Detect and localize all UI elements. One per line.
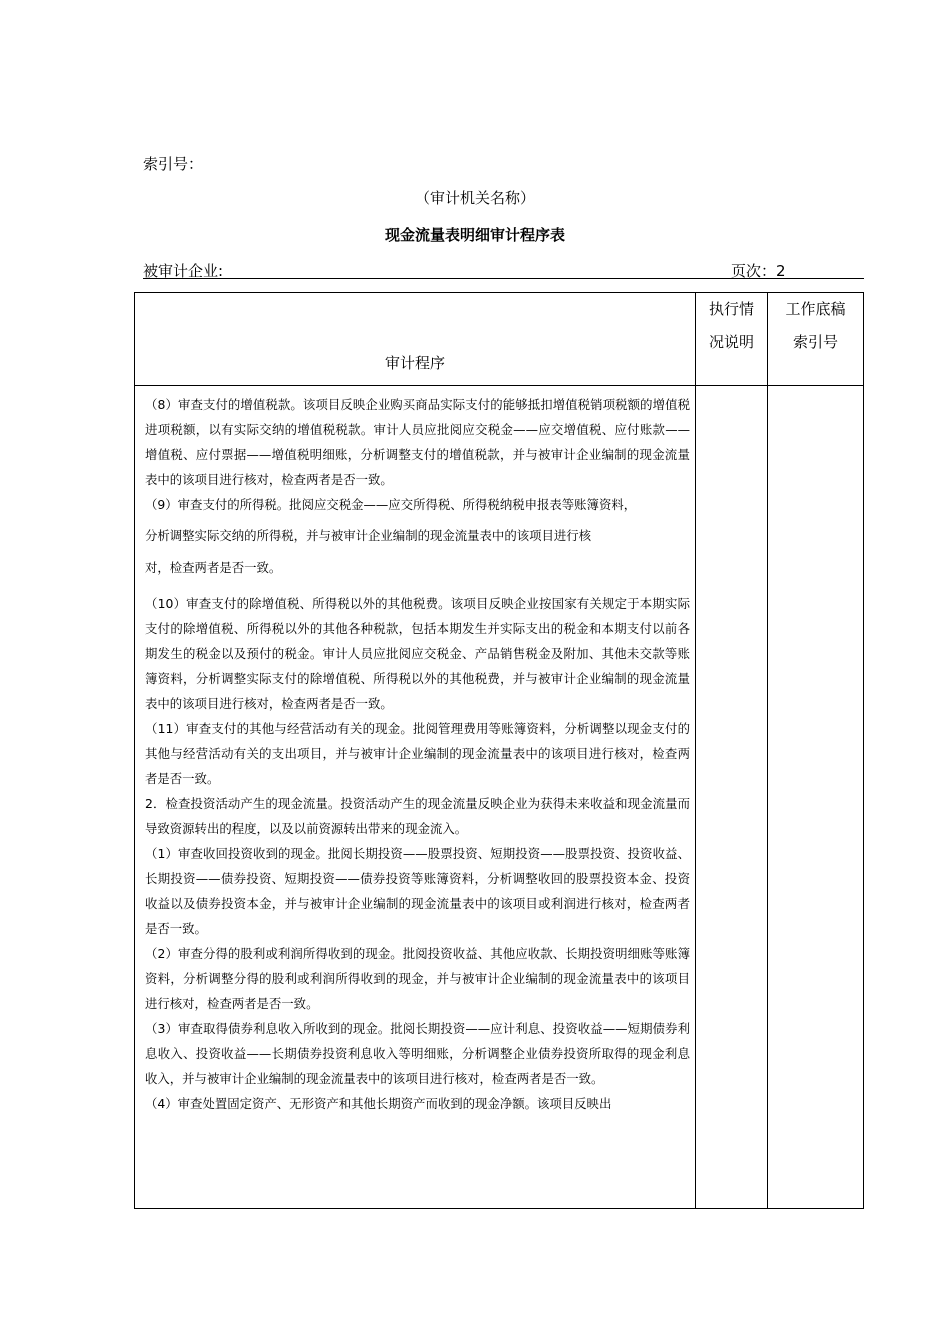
procedure-paragraph: （11）审查支付的其他与经营活动有关的现金。批阅管理费用等账簿资料，分析调整以现金支付的其他与经营活动有关的支出项目，并与被审计企业编制的现金流量表中的该项目进行核对，检查两者是否一致。 <box>145 721 690 786</box>
table-body-row <box>135 386 864 1209</box>
header-workpaper-line2: 索引号 <box>792 333 838 351</box>
procedure-paragraph: 对，检查两者是否一致。 <box>145 560 282 575</box>
execution-notes-cell <box>696 386 768 1209</box>
header-audit-procedure-label: 审计程序 <box>384 354 445 372</box>
procedure-paragraph: （1）审查收回投资收到的现金。批阅长期投资——股票投资、短期投资——股票投资、投资收益、长期投资——债券投资、短期投资——债券投资等账簿资料，分析调整收回的股票投资本金、投资收益以及债券投资本金，并与被审计企业编制的现金流量表中的该项目或利润进行核对，检查两者是否一致。 <box>145 846 690 936</box>
index-number-label: 索引号： <box>143 155 204 173</box>
audited-company-label: 被审计企业: <box>143 262 224 280</box>
paragraph-gap <box>145 581 690 591</box>
audit-procedure-table <box>134 292 864 1209</box>
procedure-paragraph: （10）审查支付的除增值税、所得税以外的其他税费。该项目反映企业按国家有关规定于本期实际支付的除增值税、所得税以外的其他各种税款，包括本期发生并实际支出的税金和本期支付以前各期发生的税金以及预付的税金。审计人员应批阅应交税金、产品销售税金及附加、其他未交款等账簿资料，分析调整实际支付的除增值税、所得税以外的其他税费，并与被审计企业编制的现金流量表中的该项目进行核对，检查两者是否一致。 <box>145 596 690 711</box>
table-header-row <box>135 293 864 386</box>
meta-row <box>143 258 864 279</box>
procedure-paragraph: （9）审查支付的所得税。批阅应交税金——应交所得税、所得税纳税申报表等账簿资料， <box>145 497 637 512</box>
document-title: 现金流量表明细审计程序表 <box>384 226 565 244</box>
procedure-paragraph: 分析调整实际交纳的所得税，并与被审计企业编制的现金流量表中的该项目进行核 <box>145 528 592 543</box>
procedure-paragraph: （2）审查分得的股利或利润所得收到的现金。批阅投资收益、其他应收款、长期投资明细账等账簿资料，分析调整分得的股利或利润所得收到的现金，并与被审计企业编制的现金流量表中的该项目进行核对，检查两者是否一致。 <box>145 946 690 1011</box>
procedure-paragraph: （8）审查支付的增值税款。该项目反映企业购买商品实际支付的能够抵扣增值税销项税额的增值税进项税额，以有实际交纳的增值税税款。审计人员应批阅应交税金——应交增值税、应付账款——增值税、应付票据——增值税明细账，分析调整支付的增值税款，并与被审计企业编制的现金流量表中的该项目进行核对，检查两者是否一致。 <box>145 397 690 487</box>
header-workpaper-line1: 工作底稿 <box>785 300 846 318</box>
header-workpaper-index <box>768 293 864 386</box>
header-execution-line2: 况说明 <box>708 333 754 351</box>
procedure-paragraph: （4）审查处置固定资产、无形资产和其他长期资产而收到的现金净额。该项目反映出 <box>145 1096 612 1111</box>
procedure-paragraph: （3）审查取得债券利息收入所收到的现金。批阅长期投资——应计利息、投资收益——短期债券利息收入、投资收益——长期债券投资利息收入等明细账，分析调整企业债券投资所取得的现金利息收入，并与被审计企业编制的现金流量表中的该项目进行核对，检查两者是否一致。 <box>145 1021 690 1086</box>
header-audit-procedure <box>135 293 696 386</box>
audit-org-name: （审计机关名称） <box>414 189 535 207</box>
header-execution-notes <box>696 293 768 386</box>
audit-procedure-content <box>135 386 696 1209</box>
workpaper-index-cell <box>768 386 864 1209</box>
procedure-paragraph: 2．检查投资活动产生的现金流量。投资活动产生的现金流量反映企业为获得未来收益和现金流量而导致资源转出的程度，以及以前资源转出带来的现金流入。 <box>145 796 690 836</box>
header-execution-line1: 执行情 <box>708 300 754 318</box>
page-number-label: 页次：2 <box>731 262 786 280</box>
